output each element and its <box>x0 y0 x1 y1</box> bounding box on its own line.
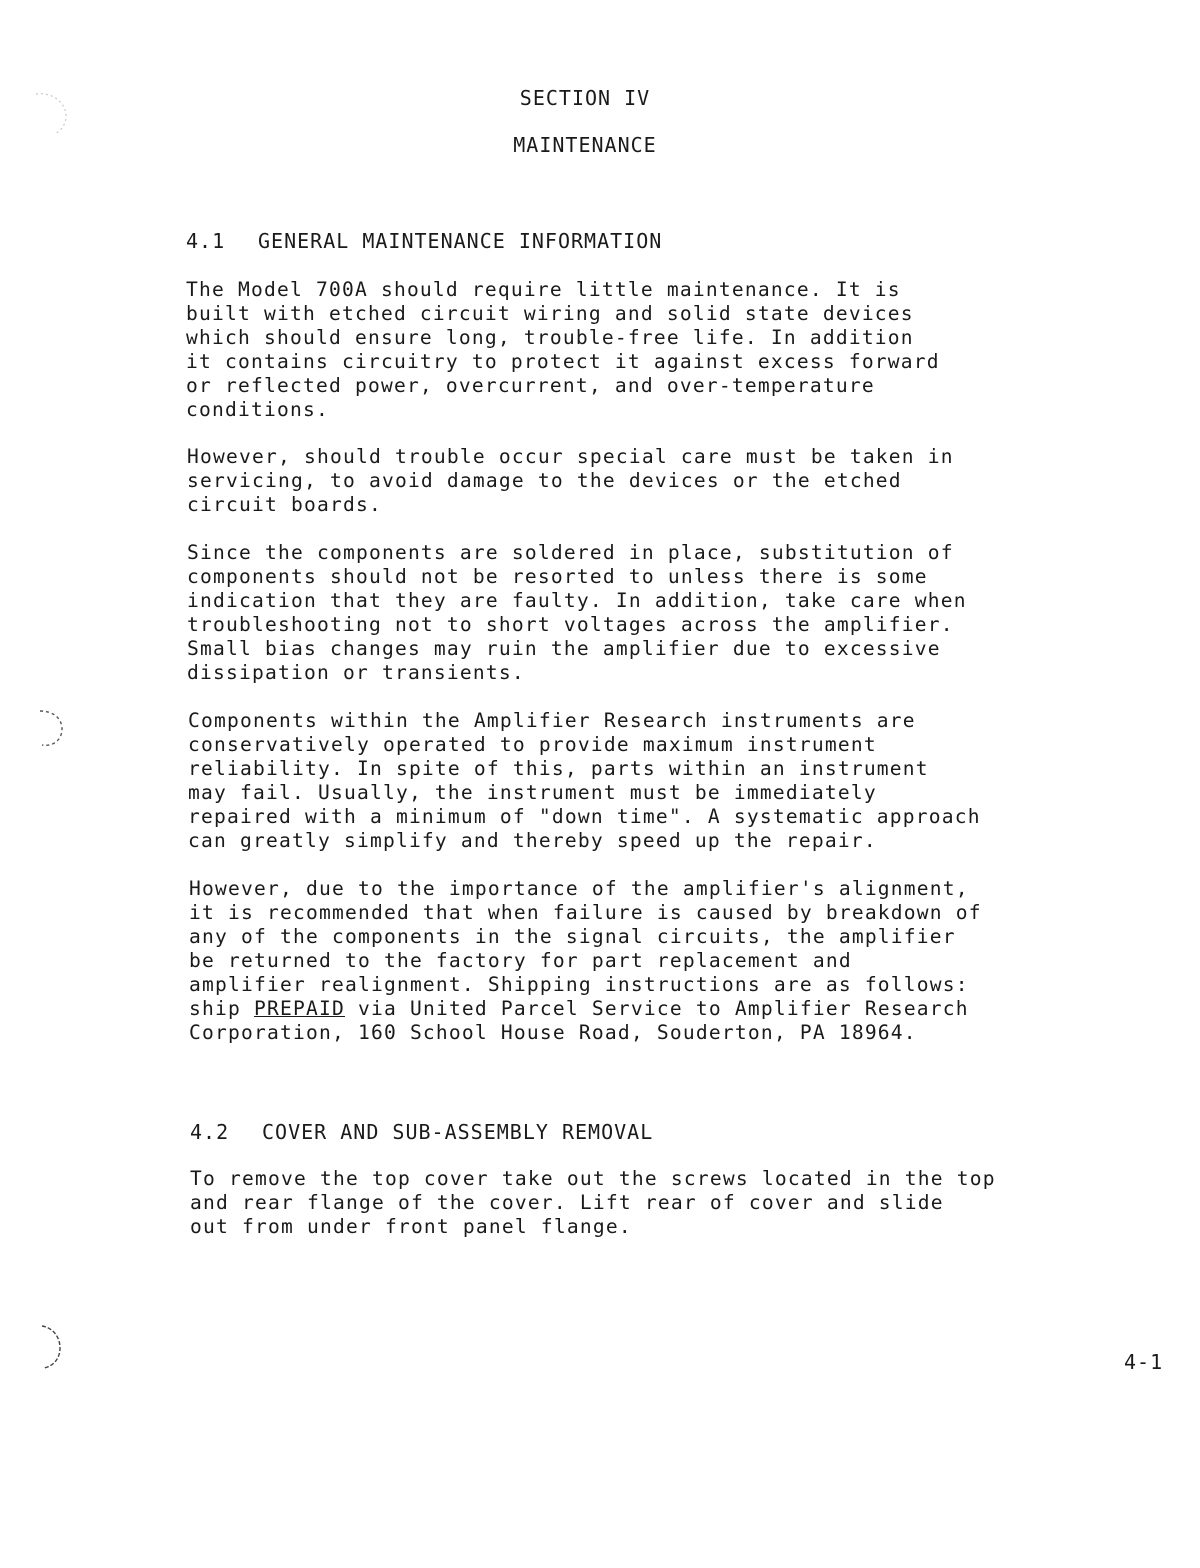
punch-hole-mark-middle <box>30 705 78 753</box>
section-4-2-heading <box>190 1120 653 1144</box>
shipping-text-before: However, due to the importance of the amplifier's alignment, it is recommended that when failure is caused by breakdown of any of the components in the signal circuits, the amplifier be returned to the factory for part replacement and amplifier realignment. Shipping instructions are as follows: ship <box>189 877 982 1020</box>
paragraph-reliability: Components within the Amplifier Research instruments are conservatively operated to provide maximum instrument reliability. In spite of this, parts within an instrument may fail. Usually, the instrument must be immediately repaired with a minimum of "down time". A systematic approach can greatly simplify and thereby speed up the repair. <box>188 709 981 852</box>
paragraph-maintenance-overview: The Model 700A should require little maintenance. It is built with etched circuit wiring and solid state devices which should ensure long, trouble-free life. In addition it contains circuitry to protect it against excess forward or reflected power, overcurrent, and over-temperature conditions. <box>186 278 940 421</box>
paragraph-shipping-instructions <box>189 877 1149 1045</box>
page-number: 4-1 <box>1124 1350 1164 1374</box>
section-4-1-heading <box>186 229 662 253</box>
prepaid-emphasis: PREPAID <box>253 997 345 1020</box>
shipping-text-after: via United Parcel Service to Amplifier Research Corporation, 160 School House Road, Souderton, PA 18964. <box>189 997 969 1044</box>
section-title: SECTION IV <box>519 86 651 110</box>
paragraph-servicing-care: However, should trouble occur special care must be taken in servicing, to avoid damage to the devices or the etched circuit boards. <box>187 445 954 516</box>
paragraph-cover-removal: To remove the top cover take out the screws located in the top and rear flange of the cover. Lift rear of cover and slide out from under front panel flange. <box>190 1167 996 1238</box>
section-subtitle: MAINTENANCE <box>513 133 657 157</box>
section-heading-text: GENERAL MAINTENANCE INFORMATION <box>258 229 663 253</box>
section-number: 4.2 <box>190 1120 230 1144</box>
paragraph-component-substitution: Since the components are soldered in place, substitution of components should not be resorted to unless there is some indication that they are faulty. In addition, take care when troubleshooting not to short voltages across the amplifier. Small bias changes may ruin the amplifier due to excessive dissipation or transients. <box>187 541 967 684</box>
punch-hole-mark-bottom <box>30 1322 78 1370</box>
section-number: 4.1 <box>186 229 226 253</box>
section-heading-text: COVER AND SUB-ASSEMBLY REMOVAL <box>262 1120 654 1144</box>
